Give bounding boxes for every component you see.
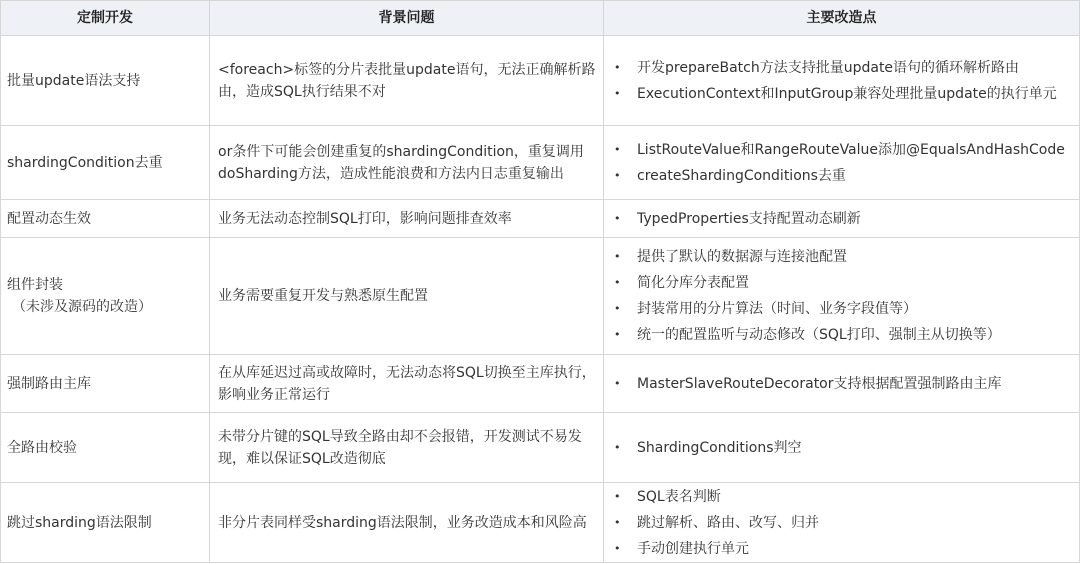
table-row: [1, 238, 1080, 355]
table-row: [1, 126, 1080, 200]
list-item: • ExecutionContext和InputGroup兼容处理批量update的执行单元: [612, 81, 1073, 107]
table-row: [1, 413, 1080, 483]
dev-sublabel: （未涉及源码的改造）: [12, 299, 152, 315]
list-item: • 跳过解析、路由、改写、归并: [612, 510, 1073, 536]
problem-cell: or条件下可能会创建重复的shardingCondition，重复调用doSharding方法，造成性能浪费和方法内日志重复输出: [210, 126, 604, 200]
points-cell: [604, 483, 1080, 563]
dev-cell: [1, 36, 210, 126]
list-item: • MasterSlaveRouteDecorator支持根据配置强制路由主库: [612, 371, 1073, 397]
problem-cell: <foreach>标签的分片表批量update语句，无法正确解析路由，造成SQL执行结果不对: [210, 36, 604, 126]
points-cell: [604, 36, 1080, 126]
list-item: • 开发prepareBatch方法支持批量update语句的循环解析路由: [612, 55, 1073, 81]
list-item: • 封装常用的分片算法（时间、业务字段值等）: [612, 296, 1073, 322]
dev-cell: [1, 355, 210, 413]
points-cell: [604, 413, 1080, 483]
dev-label: 批量update语法支持: [7, 72, 141, 89]
list-item: • 统一的配置监听与动态修改（SQL打印、强制主从切换等）: [612, 322, 1073, 348]
problem-cell: 未带分片键的SQL导致全路由却不会报错，开发测试不易发现，难以保证SQL改造彻底: [210, 413, 604, 483]
dev-label: 组件封装: [7, 277, 63, 293]
dev-label: 配置动态生效: [7, 210, 91, 227]
table-row: [1, 483, 1080, 563]
list-item: • SQL表名判断: [612, 484, 1073, 510]
dev-cell: [1, 126, 210, 200]
header-points: 主要改造点: [604, 1, 1080, 36]
dev-label: 强制路由主库: [7, 375, 91, 392]
header-row: [1, 1, 1080, 36]
list-item: • createShardingConditions去重: [612, 163, 1073, 189]
problem-cell: 业务需要重复开发与熟悉原生配置: [210, 238, 604, 355]
table-row: [1, 200, 1080, 238]
list-item: • 提供了默认的数据源与连接池配置: [612, 244, 1073, 270]
problem-cell: 在从库延迟过高或故障时，无法动态将SQL切换至主库执行，影响业务正常运行: [210, 355, 604, 413]
dev-label: shardingCondition去重: [7, 154, 163, 171]
header-problem: 背景问题: [210, 1, 604, 36]
list-item: • ListRouteValue和RangeRouteValue添加@EqualsAndHashCode: [612, 137, 1073, 163]
dev-cell: [1, 483, 210, 563]
dev-cell: [1, 413, 210, 483]
dev-label: 跳过sharding语法限制: [7, 514, 152, 531]
list-item: • ShardingConditions判空: [612, 435, 1073, 461]
dev-label: 全路由校验: [7, 439, 77, 456]
problem-cell: 业务无法动态控制SQL打印，影响问题排查效率: [210, 200, 604, 238]
table-row: [1, 355, 1080, 413]
dev-cell: [1, 200, 210, 238]
points-cell: [604, 126, 1080, 200]
table-row: [1, 36, 1080, 126]
header-dev: 定制开发: [1, 1, 210, 36]
problem-cell: 非分片表同样受sharding语法限制，业务改造成本和风险高: [210, 483, 604, 563]
points-cell: [604, 355, 1080, 413]
dev-cell: [1, 238, 210, 355]
points-cell: [604, 238, 1080, 355]
list-item: • 简化分库分表配置: [612, 270, 1073, 296]
points-cell: [604, 200, 1080, 238]
list-item: • TypedProperties支持配置动态刷新: [612, 206, 1073, 232]
list-item: • 手动创建执行单元: [612, 536, 1073, 562]
